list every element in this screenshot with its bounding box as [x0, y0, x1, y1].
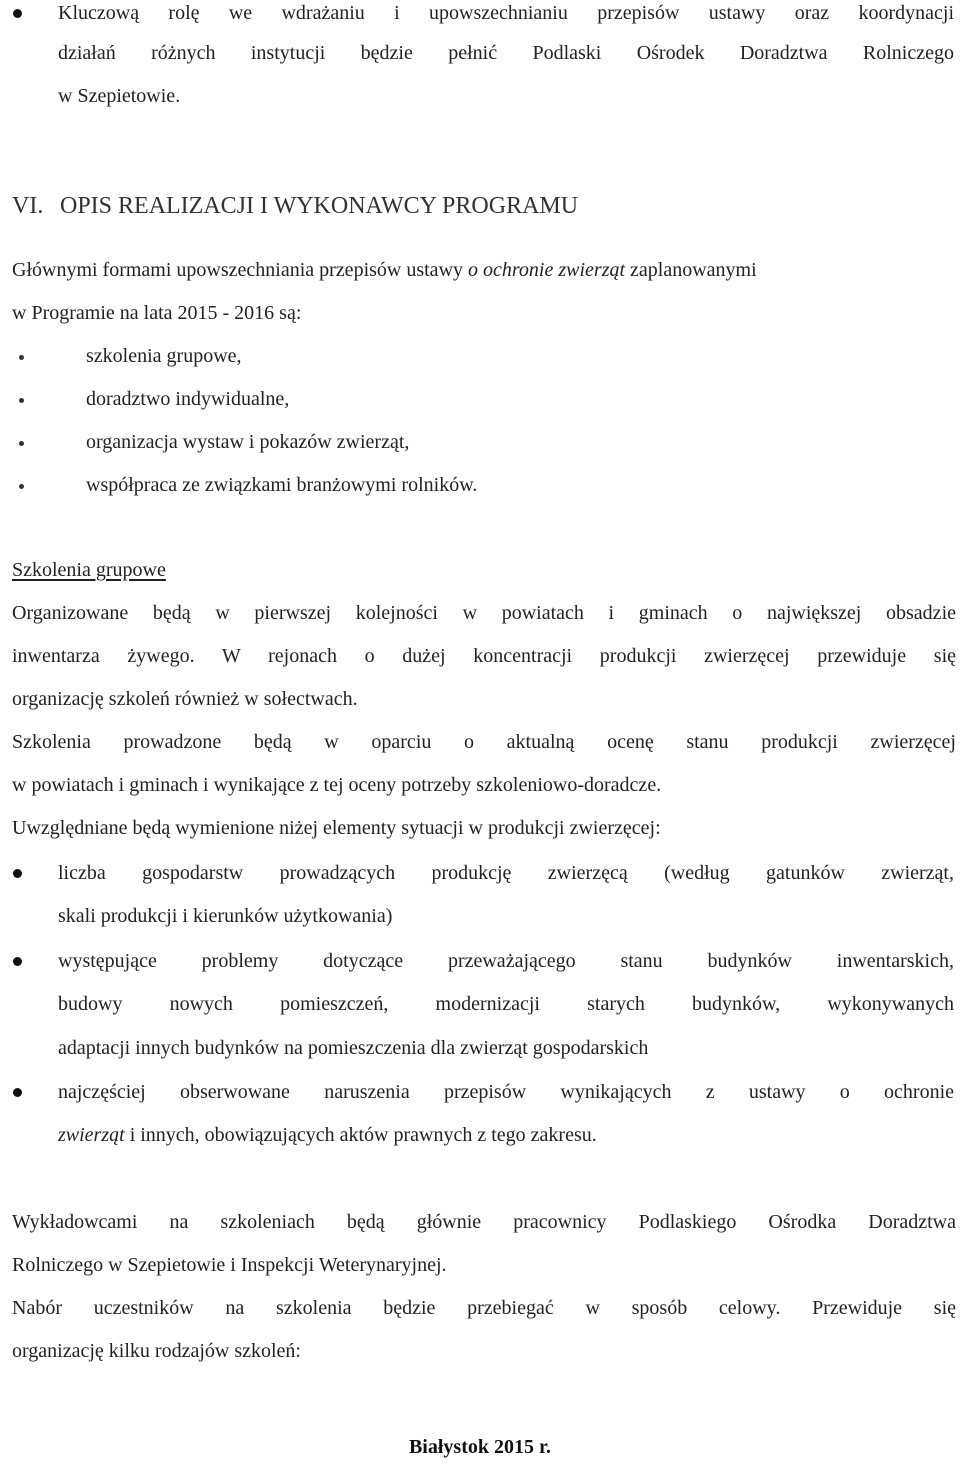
list-item-line: występujące problemy dotyczące przeważającego stanu budynków inwentarskich,: [58, 950, 954, 972]
paragraph-line: Organizowane będą w pierwszej kolejności w powiatach i gminach o największej obsadzie: [12, 602, 956, 624]
bullet-icon: [13, 869, 22, 878]
section-title: OPIS REALIZACJI I WYKONAWCY PROGRAMU: [60, 193, 579, 219]
list-item: szkolenia grupowe,: [86, 345, 242, 367]
list-item-line: skali produkcji i kierunków użytkowania): [58, 905, 393, 927]
paragraph-line: Kluczową rolę we wdrażaniu i upowszechnianiu przepisów ustawy oraz koordynacji: [58, 2, 954, 24]
bullet-icon: [19, 484, 24, 489]
italic-text: zwierząt: [58, 1124, 125, 1146]
paragraph-line: Nabór uczestników na szkolenia będzie przebiegać w sposób celowy. Przewiduje się: [12, 1297, 956, 1319]
list-item-text: i innych, obowiązujących aktów prawnych z tego zakresu.: [124, 1124, 597, 1146]
bullet-icon: [13, 957, 22, 966]
paragraph-line: w powiatach i gminach i wynikające z tej oceny potrzeby szkoleniowo-doradcze.: [12, 774, 662, 796]
intro-line: w Programie na lata 2015 - 2016 są:: [12, 302, 302, 324]
list-item: organizacja wystaw i pokazów zwierząt,: [86, 431, 410, 453]
list-item-line: najczęściej obserwowane naruszenia przepisów wynikających z ustawy o ochronie: [58, 1081, 954, 1103]
paragraph-line: działań różnych instytucji będzie pełnić Podlaski Ośrodek Doradztwa Rolniczego: [58, 42, 954, 64]
list-item-line: adaptacji innych budynków na pomieszczenia dla zwierząt gospodarskich: [58, 1037, 649, 1059]
page-footer: Białystok 2015 r.: [408, 1436, 552, 1458]
paragraph-line: inwentarza żywego. W rejonach o dużej koncentracji produkcji zwierzęcej przewiduje się: [12, 645, 956, 667]
paragraph-line: organizację szkoleń również w sołectwach.: [12, 688, 358, 710]
list-item: doradztwo indywidualne,: [86, 388, 290, 410]
intro-text: zaplanowanymi: [625, 259, 757, 281]
paragraph-line: w Szepietowie.: [58, 85, 181, 107]
intro-italic: o ochronie zwierząt: [468, 259, 626, 281]
paragraph-line: Uwzględniane będą wymienione niżej elementy sytuacji w produkcji zwierzęcej:: [12, 817, 661, 839]
bullet-icon: [19, 398, 24, 403]
intro-line: [12, 257, 958, 283]
section-number: VI.: [12, 193, 44, 219]
bullet-icon: [19, 355, 24, 360]
list-item-line: liczba gospodarstw prowadzących produkcję zwierzęcą (według gatunków zwierząt,: [58, 862, 954, 884]
subheading: Szkolenia grupowe: [12, 559, 166, 581]
intro-text: Głównymi formami upowszechniania przepisów ustawy: [12, 259, 469, 281]
bullet-icon: [19, 441, 24, 446]
paragraph-line: organizację kilku rodzajów szkoleń:: [12, 1340, 301, 1362]
list-item: współpraca ze związkami branżowymi rolników.: [86, 474, 478, 496]
bullet-icon: [13, 1088, 22, 1097]
paragraph-line: Rolniczego w Szepietowie i Inspekcji Weterynaryjnej.: [12, 1254, 447, 1276]
list-item-line: budowy nowych pomieszczeń, modernizacji starych budynków, wykonywanych: [58, 993, 954, 1015]
bullet-icon: [13, 9, 22, 18]
list-item-line: [58, 1122, 597, 1148]
paragraph-line: Wykładowcami na szkoleniach będą głównie pracownicy Podlaskiego Ośrodka Doradztwa: [12, 1211, 956, 1233]
paragraph-line: Szkolenia prowadzone będą w oparciu o aktualną ocenę stanu produkcji zwierzęcej: [12, 731, 956, 753]
